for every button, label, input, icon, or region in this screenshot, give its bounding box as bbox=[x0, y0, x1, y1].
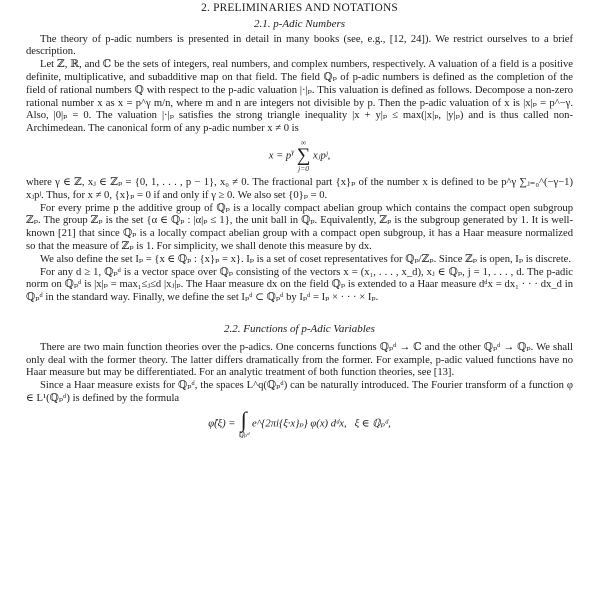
formula-term: xⱼpʲ, bbox=[313, 150, 331, 162]
paragraph-valuation: Let ℤ, ℝ, and ℂ be the sets of integers, real numbers, and complex numbers, respectively. A valuation of a field is a positive definite, multiplicative, and subadditive map on that field. The field ℚₚ of p-adic numbers is defined as the completion of the field of rational numbers ℚ with respect to the p-adic valuation |·|ₚ. This valuation is defined as follows. Decompose a non-zero rational number x as x = p^γ m/n, where m and n are integers not divisible by p. Then the p-adic valuation of x is |x|ₚ = p^−γ. Also, |0|ₚ = 0. The valuation |·|ₚ satisfies the strong triangle inequality |x + y|ₚ ≤ max(|x|ₚ, |y|ₚ) and is thus called non-Archimedean. The canonical form of any p-adic number x ≠ 0 is bbox=[26, 59, 573, 135]
paragraph-function-theories: There are two main function theories over the p-adics. One concerns functions ℚₚᵈ → ℂ and the other ℚₚᵈ → ℚₚ. We shall only deal with the former theory. The latter differs dramatically from the former. For example, p-adic valued functions have no Haar measure but may be differentiated. For an analytic treatment of both function theories, see [13]. bbox=[26, 341, 573, 379]
fourier-lhs: φ̂(ξ) = bbox=[208, 418, 236, 430]
sum-lower-limit: j=0 bbox=[298, 163, 310, 173]
paragraph-intro: The theory of p-adic numbers is presented in detail in many books (see, e.g., [12, 24]). We restrict ourselves to a brief description. bbox=[26, 33, 573, 58]
integral-domain: ℚₚᵈ bbox=[238, 429, 250, 439]
paragraph-set-ip: We also define the set Iₚ = {x ∈ ℚₚ : {x}ₚ = x}. Iₚ is a set of coset representatives for ℚₚ/ℤₚ. Since ℤₚ is open, Iₚ is discrete. bbox=[40, 253, 572, 265]
paragraph-fourier: Since a Haar measure exists for ℚₚᵈ, the spaces L^q(ℚₚᵈ) can be naturally introduced. The Fourier transform of a function φ ∈ L¹(ℚₚᵈ) is defined by the formula bbox=[26, 380, 573, 404]
paragraph-fractional-part: where γ ∈ ℤ, xⱼ ∈ ℤₚ = {0, 1, . . . , p − 1}, x₀ ≠ 0. The fractional part {x}ₚ of the number x is defined to be p^γ ∑ⱼ₌₀^(−γ−1) xⱼpʲ. Thus, for x ≠ 0, {x}ₚ = 0 if and only if γ ≥ 0. We also set {0}ₚ = 0. bbox=[26, 176, 573, 201]
fourier-integrand: e^{2πi{ξ·x}ₚ} φ(x) dᵈx, bbox=[252, 418, 347, 430]
sum-symbol: ∑ bbox=[296, 144, 311, 166]
integral-symbol: ∫ bbox=[240, 406, 247, 432]
paragraph-vector-space: For any d ≥ 1, ℚₚᵈ is a vector space over ℚₚ consisting of the vectors x = (x₁, . . . , x_d), xⱼ ∈ ℚₚ, j = 1, . . . , d. The p-adic norm on ℚₚᵈ is |x|ₚ = max₁≤ⱼ≤d |xⱼ|ₚ. The Haar measure dx on the field ℚₚ is extended to a Haar measure dᵈx = dx₁ · · · dx_d in ℚₚᵈ in the standard way. Finally, we define the set Iₚᵈ ⊂ ℚₚᵈ by Iₚᵈ = Iₚ × · · · × Iₚ. bbox=[26, 266, 573, 304]
formula-fourier-transform bbox=[26, 406, 573, 439]
formula-canonical-form bbox=[26, 139, 573, 173]
fourier-condition: ξ ∈ ℚₚᵈ, bbox=[354, 418, 391, 430]
formula-lhs: x = p bbox=[268, 150, 292, 162]
subsection-title-p-adic-numbers: 2.1. p-Adic Numbers bbox=[253, 17, 346, 30]
sum-operator bbox=[297, 139, 311, 173]
section-title: 2. PRELIMINARIES AND NOTATIONS bbox=[201, 2, 398, 14]
sum-upper-limit: ∞ bbox=[300, 137, 307, 147]
subsection-title-functions: 2.2. Functions of p-Adic Variables bbox=[224, 322, 375, 335]
integral-operator bbox=[238, 406, 250, 439]
formula-exponent: γ bbox=[291, 146, 295, 156]
paragraph-haar-measure: For every prime p the additive group of ℚₚ is a locally compact abelian group which contains the compact open subgroup ℤₚ. The group ℤₚ is the set {α ∈ ℚₚ : |α|ₚ ≤ 1}, the unit ball in ℚₚ. Equivalently, ℤₚ is the subgroup generated by 1. It is well-known [21] that since ℚₚ is a locally compact abelian group with a compact open subgroup, it has a Haar measure normalized so that the measure of ℤₚ is 1. For simplicity, we shall denote this measure by dx. bbox=[26, 202, 573, 252]
